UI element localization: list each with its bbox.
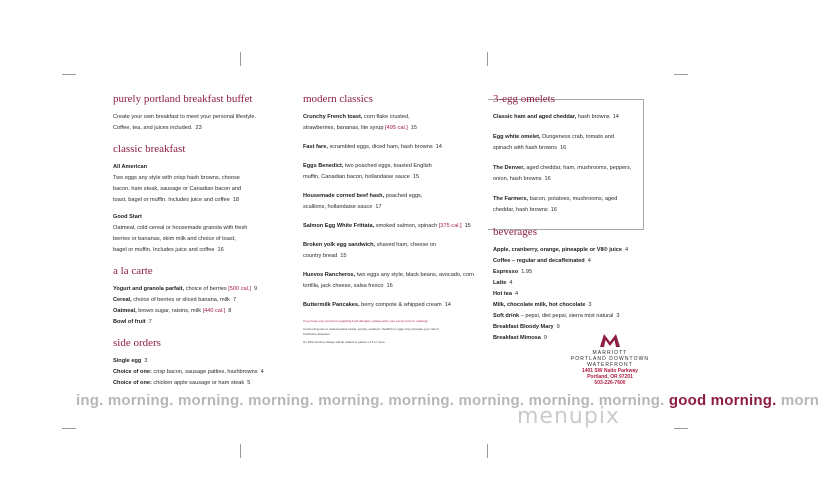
item-name: Milk, chocolate milk, hot chocolate: [493, 302, 586, 308]
crop-mark: [240, 52, 241, 66]
item-price: 15: [410, 125, 418, 131]
side-orders-list: [113, 356, 273, 389]
item-price: 3: [588, 302, 592, 308]
item-price: 7: [232, 297, 237, 303]
item-name: Housemade corned beef hash,: [303, 193, 385, 199]
menu-item-huevos-rancheros: [303, 270, 483, 292]
band-text: morn: [780, 392, 819, 409]
menu-item: [113, 367, 273, 378]
item-price: 15: [412, 174, 420, 180]
band-text: ing. morning. morning. morning. morning. morning. morning. morning. morning.: [76, 392, 665, 409]
item-price: 16: [544, 176, 551, 182]
item-price: 14: [435, 144, 442, 150]
menu-item-egg-white-omelet: [493, 132, 648, 154]
item-name: Buttermilk Pancakes,: [303, 302, 360, 308]
item-name: Single egg: [113, 358, 142, 364]
beverage-item: [493, 278, 648, 289]
allergy-note: If you have any concerns regarding food allergies, please alert your server prior to ordering.: [303, 319, 429, 323]
item-calories: [495 cal.]: [385, 125, 408, 131]
item-desc: brown sugar, raisins, milk: [138, 308, 201, 314]
item-price: 16: [560, 145, 567, 151]
item-desc: tortilla, jack cheese, salsa fresco: [303, 283, 384, 289]
item-name: Hot tea: [493, 291, 512, 297]
crop-mark: [62, 74, 76, 75]
buffet-description: [113, 112, 273, 134]
item-desc: Two eggs any style with crisp hash browns, choose: [113, 175, 240, 181]
item-desc: choice of berries or sliced banana, milk: [133, 297, 230, 303]
item-name: Soft drink: [493, 313, 520, 319]
menu-item-farmers: [493, 194, 648, 216]
item-price: 9: [556, 324, 560, 330]
item-desc: – pepsi, diet pepsi, sierra mist natural: [520, 313, 614, 319]
item-desc: Oatmeal, cold cereal or housemade granola with fresh: [113, 225, 248, 231]
menu-item: [113, 295, 273, 306]
beverage-item: [493, 300, 648, 311]
item-price: 4: [514, 291, 519, 297]
item-desc: spinach with hash browns: [493, 145, 558, 151]
buffet-desc-line: Coffee, tea, and juices included.: [113, 125, 193, 131]
marriott-m-icon: [599, 332, 621, 348]
item-desc: country bread: [303, 253, 338, 259]
item-name: The Denver,: [493, 165, 525, 171]
crop-mark: [62, 428, 76, 429]
marriott-logo: [565, 332, 655, 386]
item-desc: bacon, potatoes, mushrooms, aged: [529, 196, 618, 202]
item-price: 4: [587, 258, 591, 264]
item-desc: bagel or muffin. Includes juice and coffee: [113, 247, 215, 253]
item-desc: scrambled eggs, diced ham, hash browns: [329, 144, 433, 150]
service-charge-note: An 18% service charge will be added to parties of 8 or more.: [303, 340, 386, 344]
item-price: 8: [228, 308, 232, 314]
item-name: Coffee – regular and decaffeinated: [493, 258, 585, 264]
item-desc: crisp bacon, sausage patties, hashbrowns: [153, 369, 258, 375]
item-price: 9: [253, 286, 258, 292]
menu-item-classic-ham: [493, 112, 648, 123]
item-desc: corn flake crusted,: [363, 114, 410, 120]
item-price: 7: [148, 319, 152, 325]
left-column: [113, 92, 273, 389]
item-name: Oatmeal,: [113, 308, 137, 314]
item-desc: onion, hash browns: [493, 176, 542, 182]
hotel-address: 1401 SW Naito Parkway: [581, 368, 639, 374]
menu-item-good-start: [113, 212, 273, 256]
item-calories: [440 cal.]: [202, 308, 226, 314]
item-price: 14: [612, 114, 619, 120]
item-name: Fast fare,: [303, 144, 328, 150]
menu-item-french-toast: [303, 112, 483, 134]
item-calories: [500 cal.]: [228, 286, 251, 292]
item-price: 16: [386, 283, 393, 289]
item-price: 15: [340, 253, 347, 259]
menu-item-fast-fare: [303, 142, 483, 153]
item-name: Crunchy French toast,: [303, 114, 363, 120]
item-name: Bowl of fruit: [113, 319, 146, 325]
omelets-title: 3-egg omelets: [493, 93, 556, 105]
crop-mark: [674, 428, 688, 429]
item-name: Classic ham and aged cheddar,: [493, 114, 577, 120]
raw-food-note: foodborne illnesses.: [303, 332, 331, 336]
item-desc: two poached eggs, toasted English: [344, 163, 432, 169]
item-desc: bacon, ham steak, sausage or Canadian bacon and: [113, 186, 242, 192]
side-orders-title: side orders: [113, 337, 161, 349]
menu-item-pancakes: [303, 300, 483, 311]
menu-item-egg-sandwich: [303, 240, 483, 262]
item-desc: choice of berries: [185, 286, 227, 292]
item-price: 4: [624, 247, 629, 253]
item-desc: toast, bagel or muffin. Includes juice and coffee: [113, 197, 230, 203]
item-price: 3: [144, 358, 148, 364]
item-price: 16: [550, 207, 557, 213]
item-price: 17: [375, 204, 382, 210]
item-price: 4: [260, 369, 264, 375]
good-morning-band: [76, 392, 819, 416]
logo-wordmark: MARRIOTT: [592, 350, 628, 356]
buffet-desc-line: Create your own breakfast to meet your personal lifestyle.: [113, 114, 257, 120]
menu-item-corned-beef-hash: [303, 191, 483, 213]
hotel-phone: 503-226-7600: [594, 380, 626, 386]
item-name: Latte: [493, 280, 507, 286]
item-price: 15: [464, 223, 471, 229]
item-calories: [375 cal.]: [438, 223, 462, 229]
item-desc: chicken apple sausage or ham steak: [153, 380, 245, 386]
item-desc: Dungeness crab, tomato and: [542, 134, 614, 140]
menu-item: [113, 306, 273, 317]
menu-item-denver: [493, 163, 648, 185]
menu-item: [113, 378, 273, 389]
a-la-carte-title: a la carte: [113, 265, 153, 277]
a-la-carte-list: [113, 284, 273, 328]
beverage-item: [493, 289, 648, 300]
modern-classics-title: modern classics: [303, 93, 373, 105]
item-desc: two eggs any style, black beans, avocado, corn: [356, 272, 475, 278]
menu-notes: [303, 319, 483, 345]
right-column: [493, 92, 648, 344]
menu-item: [113, 284, 273, 295]
item-name: Huevos Rancheros,: [303, 272, 356, 278]
beverage-item: [493, 267, 648, 278]
crop-mark: [674, 74, 688, 75]
item-desc: berry compote & whipped cream: [361, 302, 442, 308]
item-price: 1.95: [521, 269, 533, 275]
logo-wordmark: PORTLAND DOWNTOWN: [570, 356, 650, 362]
logo-wordmark: WATERFRONT: [587, 362, 633, 368]
item-desc: shaved ham, cheese on: [376, 242, 437, 248]
middle-column: [303, 92, 483, 345]
item-name: Cereal,: [113, 297, 132, 303]
item-desc: poached eggs,: [385, 193, 423, 199]
item-price: 4: [509, 280, 513, 286]
item-name: Eggs Benedict,: [303, 163, 344, 169]
menupix-watermark: menupix: [517, 404, 620, 429]
item-desc: aged cheddar, ham, mushrooms, peppers,: [526, 165, 632, 171]
buffet-price: 23: [195, 125, 202, 131]
item-name: Good Start: [113, 214, 142, 220]
item-price: 5: [247, 380, 251, 386]
raw-food-note: Consuming raw or undercooked meats, poultry, seafood, shellfish or eggs may increase your risk of: [303, 327, 439, 331]
item-name: Espresso: [493, 269, 519, 275]
item-desc: cheddar, hash browns: [493, 207, 548, 213]
item-name: Egg white omelet,: [493, 134, 541, 140]
beverages-list: [493, 245, 648, 344]
item-price: 3: [616, 313, 620, 319]
item-price: 18: [232, 197, 239, 203]
hotel-city: Portland, OR 97201: [587, 374, 633, 380]
item-desc: smoked salmon, spinach: [375, 223, 438, 229]
crop-mark: [240, 444, 241, 458]
item-name: Yogurt and granola parfait,: [113, 286, 185, 292]
menu-item-all-american: [113, 162, 273, 206]
item-price: 14: [444, 302, 451, 308]
menu-item-eggs-benedict: [303, 161, 483, 183]
beverages-title: beverages: [493, 226, 537, 238]
item-name: All American: [113, 164, 147, 170]
item-name: Broken yolk egg sandwich,: [303, 242, 376, 248]
beverage-item: [493, 245, 648, 256]
item-desc: strawberries, bananas, lite syrup: [303, 125, 384, 131]
crop-mark: [487, 52, 488, 66]
beverage-item: [493, 311, 648, 322]
item-name: Breakfast Bloody Mary: [493, 324, 554, 330]
item-desc: berries or bananas, skim milk and choice of toast,: [113, 236, 236, 242]
item-name: Choice of one:: [113, 380, 152, 386]
item-desc: hash browns: [577, 114, 610, 120]
classic-breakfast-title: classic breakfast: [113, 143, 186, 155]
item-name: The Farmers,: [493, 196, 529, 202]
band-highlight: good morning.: [668, 392, 777, 409]
crop-mark: [487, 444, 488, 458]
menu-item: [113, 317, 273, 328]
beverage-item: [493, 256, 648, 267]
item-desc: muffin, Canadian bacon, hollandaise sauce: [303, 174, 410, 180]
item-name: Breakfast Mimosa: [493, 335, 541, 341]
menu-item: [113, 356, 273, 367]
menu-item-salmon-frittata: [303, 221, 483, 232]
item-name: Apple, cranberry, orange, pineapple or V8® juice: [493, 247, 622, 253]
item-price: 16: [217, 247, 224, 253]
item-price: 9: [543, 335, 548, 341]
item-name: Choice of one:: [113, 369, 152, 375]
item-desc: scallions, hollandaise sauce: [303, 204, 373, 210]
item-name: Salmon Egg White Frittata,: [303, 223, 375, 229]
buffet-title: purely portland breakfast buffet: [113, 93, 253, 105]
